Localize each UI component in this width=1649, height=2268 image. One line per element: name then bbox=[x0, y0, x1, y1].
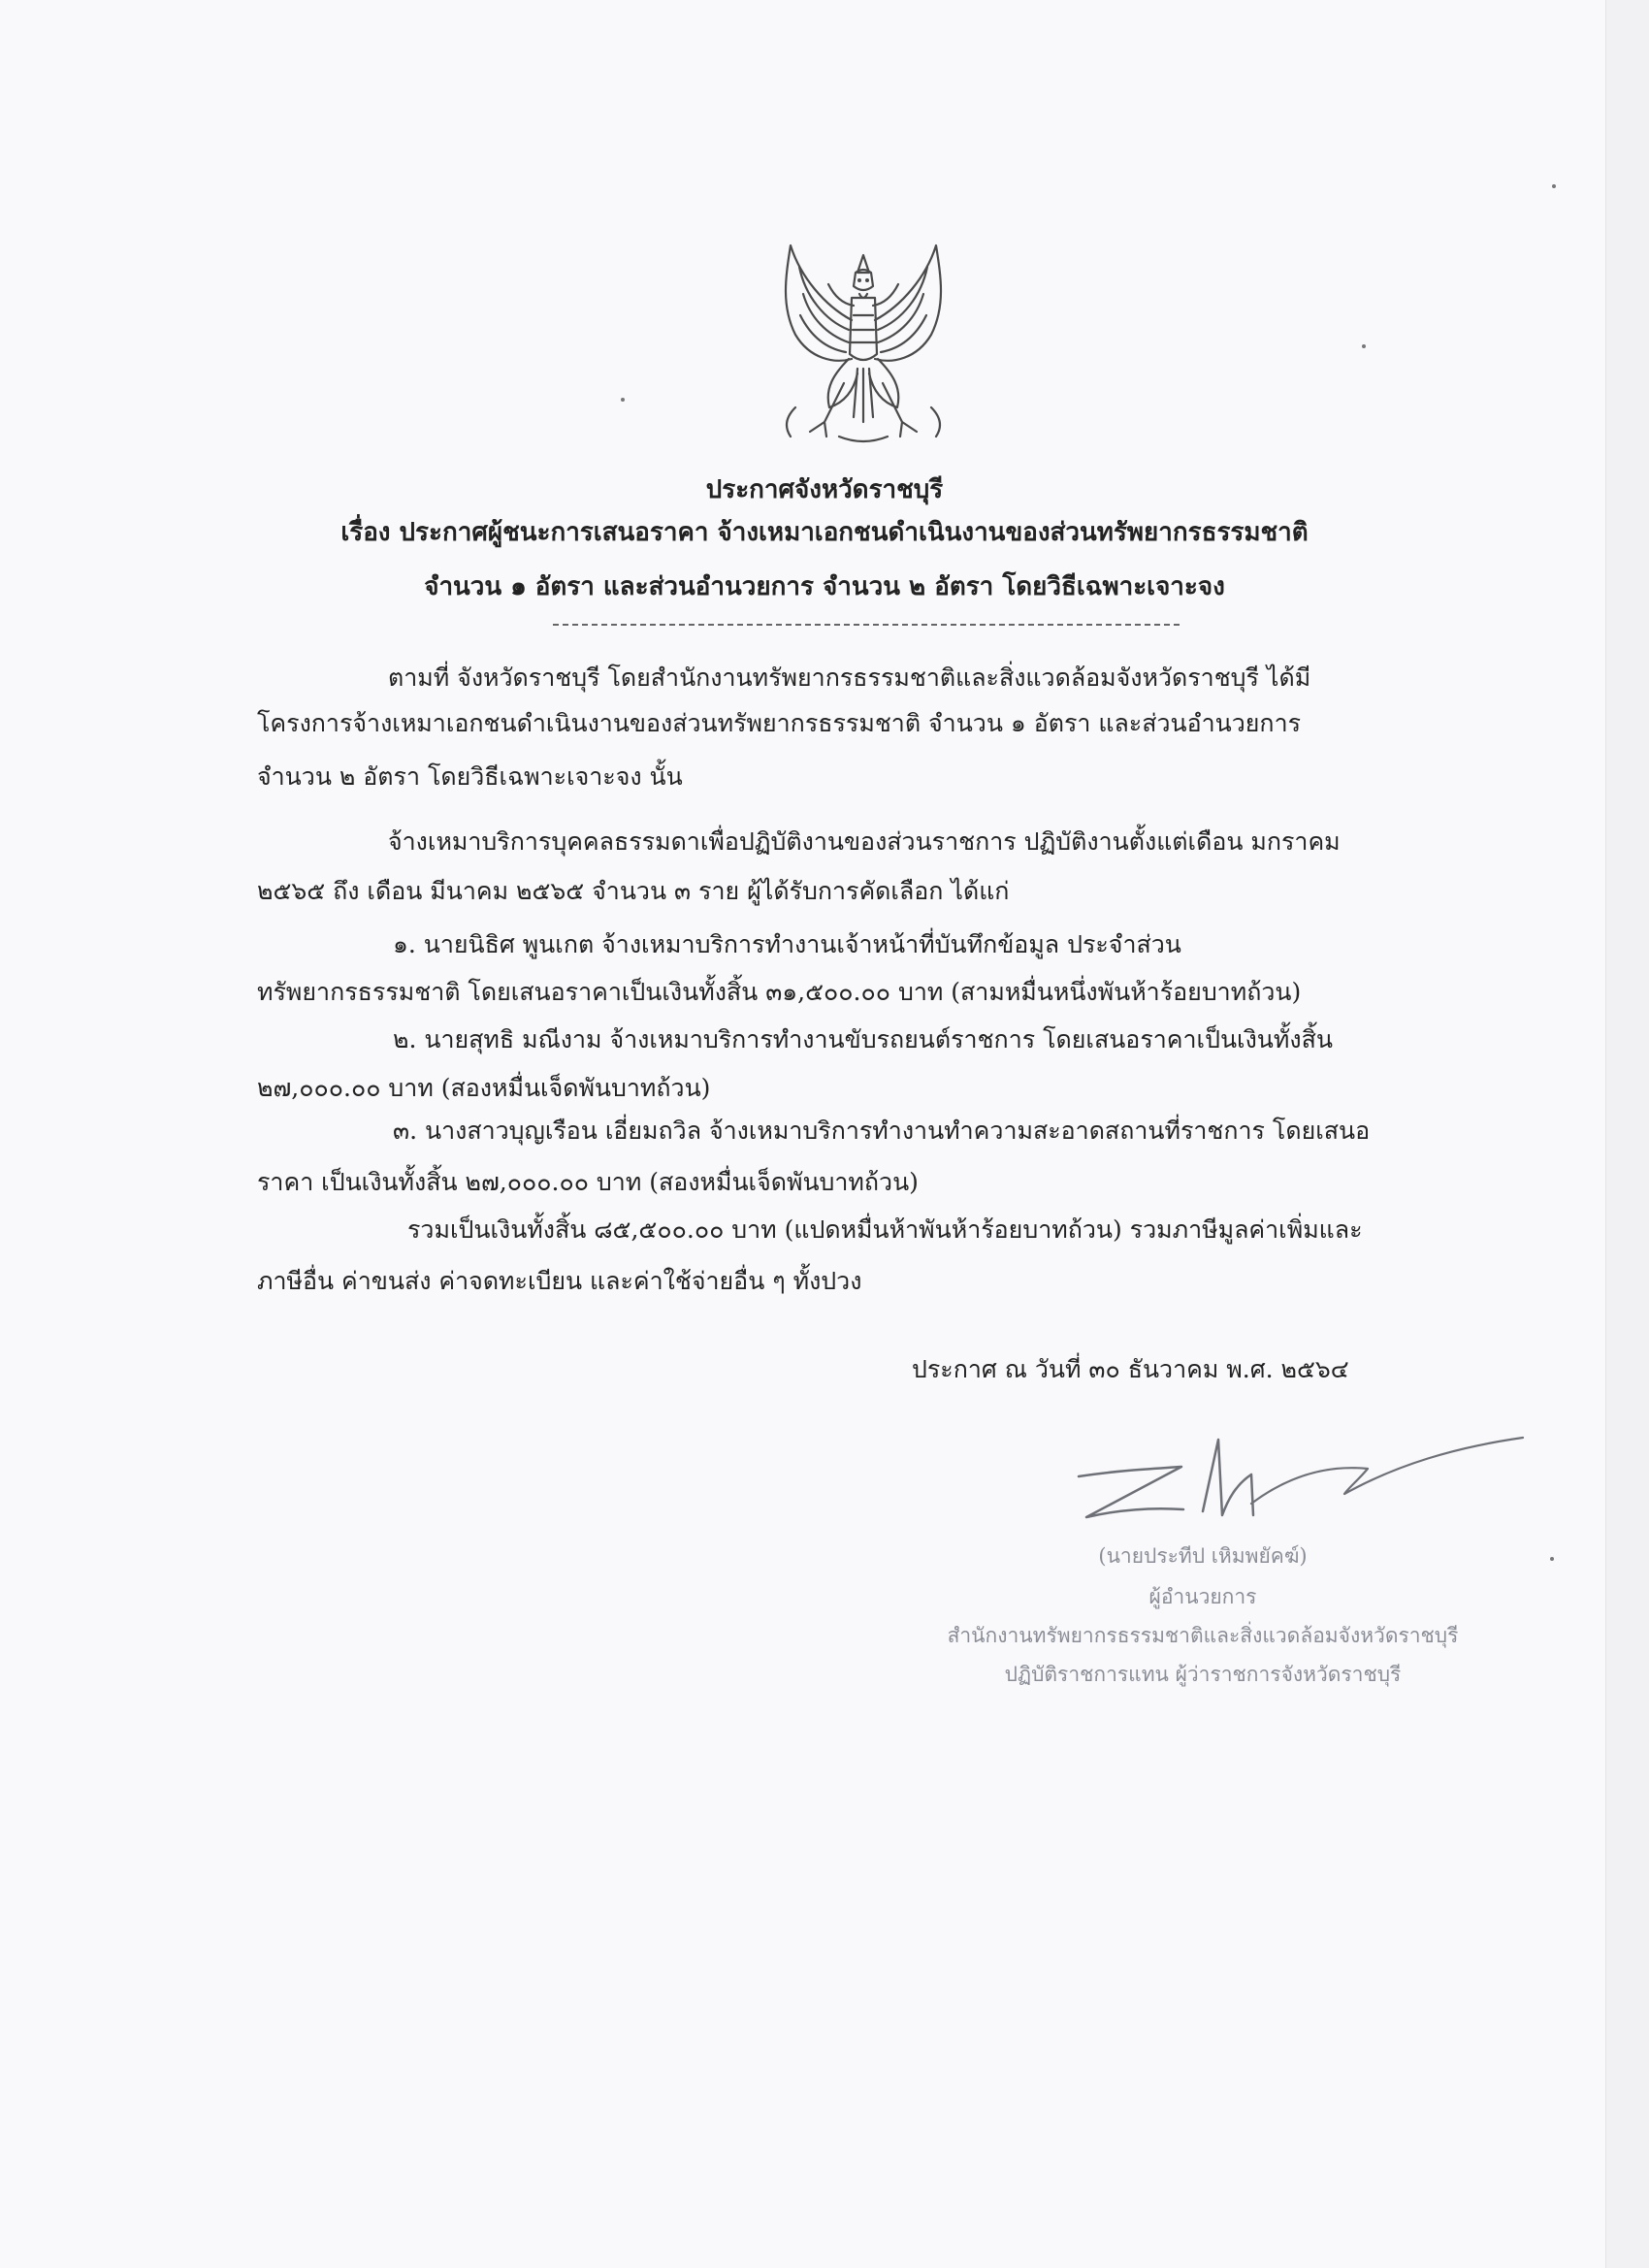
garuda-emblem-icon bbox=[757, 238, 970, 451]
announcement-title: ประกาศจังหวัดราชบุรี bbox=[705, 475, 944, 504]
signatory-office: สำนักงานทรัพยากรธรรมชาติและสิ่งแวดล้อมจังหวัดราชบุรี bbox=[947, 1624, 1459, 1647]
scan-speck bbox=[1362, 344, 1366, 348]
announcement-date: ประกาศ ณ วันที่ ๓๐ ธันวาคม พ.ศ. ๒๕๖๔ bbox=[912, 1355, 1349, 1383]
paragraph-2-line-2: ๒๕๖๕ ถึง เดือน มีนาคม ๒๕๖๕ จำนวน ๓ ราย ผู้ได้รับการคัดเลือก ได้แก่ bbox=[257, 877, 1010, 905]
item-2-line-1: ๒. นายสุทธิ มณีงาม จ้างเหมาบริการทำงานขับรถยนต์ราชการ โดยเสนอราคาเป็นเงินทั้งสิ้น bbox=[393, 1025, 1333, 1053]
scan-speck bbox=[1552, 184, 1556, 188]
subject-line-2: จำนวน ๑ อัตรา และส่วนอำนวยการ จำนวน ๒ อัตรา โดยวิธีเฉพาะเจาะจง bbox=[424, 572, 1225, 601]
item-1-line-1: ๑. นายนิธิศ พูนเกต จ้างเหมาบริการทำงานเจ้าหน้าที่บันทึกข้อมูล ประจำส่วน bbox=[393, 930, 1181, 958]
handwritten-signature-icon bbox=[1067, 1426, 1533, 1533]
separator-line bbox=[553, 624, 1180, 626]
item-2-line-2: ๒๗,๐๐๐.๐๐ บาท (สองหมื่นเจ็ดพันบาทถ้วน) bbox=[257, 1074, 711, 1102]
scan-speck bbox=[621, 398, 625, 402]
item-1-line-2: ทรัพยากรธรรมชาติ โดยเสนอราคาเป็นเงินทั้งสิ้น ๓๑,๕๐๐.๐๐ บาท (สามหมื่นหนึ่งพันห้าร้อยบาทถ้วน) bbox=[257, 978, 1302, 1006]
paragraph-1-line-1: ตามที่ จังหวัดราชบุรี โดยสำนักงานทรัพยากรธรรมชาติและสิ่งแวดล้อมจังหวัดราชบุรี ได้มี bbox=[388, 664, 1311, 692]
item-3-line-1: ๓. นางสาวบุญเรือน เอี่ยมถวิล จ้างเหมาบริการทำงานทำความสะอาดสถานที่ราชการ โดยเสนอ bbox=[393, 1117, 1371, 1145]
total-line-1: รวมเป็นเงินทั้งสิ้น ๘๕,๕๐๐.๐๐ บาท (แปดหมื่นห้าพันห้าร้อยบาทถ้วน) รวมภาษีมูลค่าเพิ่มและ bbox=[407, 1215, 1363, 1244]
signatory-name: (นายประทีป เหิมพยัคฆ์) bbox=[1098, 1544, 1308, 1568]
signatory-position: ผู้อำนวยการ bbox=[1148, 1585, 1257, 1608]
paragraph-1-line-2: โครงการจ้างเหมาเอกชนดำเนินงานของส่วนทรัพยากรธรรมชาติ จำนวน ๑ อัตรา และส่วนอำนวยการ bbox=[257, 709, 1302, 737]
scanner-margin bbox=[1605, 0, 1649, 2268]
total-line-2: ภาษีอื่น ค่าขนส่ง ค่าจดทะเบียน และค่าใช้จ่ายอื่น ๆ ทั้งปวง bbox=[257, 1267, 862, 1295]
signatory-acting-for: ปฏิบัติราชการแทน ผู้ว่าราชการจังหวัดราชบุรี bbox=[1004, 1663, 1402, 1686]
paragraph-2-line-1: จ้างเหมาบริการบุคคลธรรมดาเพื่อปฏิบัติงานของส่วนราชการ ปฏิบัติงานตั้งแต่เดือน มกราคม bbox=[388, 827, 1341, 856]
subject-line-1: เรื่อง ประกาศผู้ชนะการเสนอราคา จ้างเหมาเอกชนดำเนินงานของส่วนทรัพยากรธรรมชาติ bbox=[340, 518, 1309, 547]
paragraph-1-line-3: จำนวน ๒ อัตรา โดยวิธีเฉพาะเจาะจง นั้น bbox=[257, 762, 683, 791]
item-3-line-2: ราคา เป็นเงินทั้งสิ้น ๒๗,๐๐๐.๐๐ บาท (สองหมื่นเจ็ดพันบาทถ้วน) bbox=[257, 1168, 919, 1196]
scan-speck bbox=[1550, 1557, 1554, 1561]
